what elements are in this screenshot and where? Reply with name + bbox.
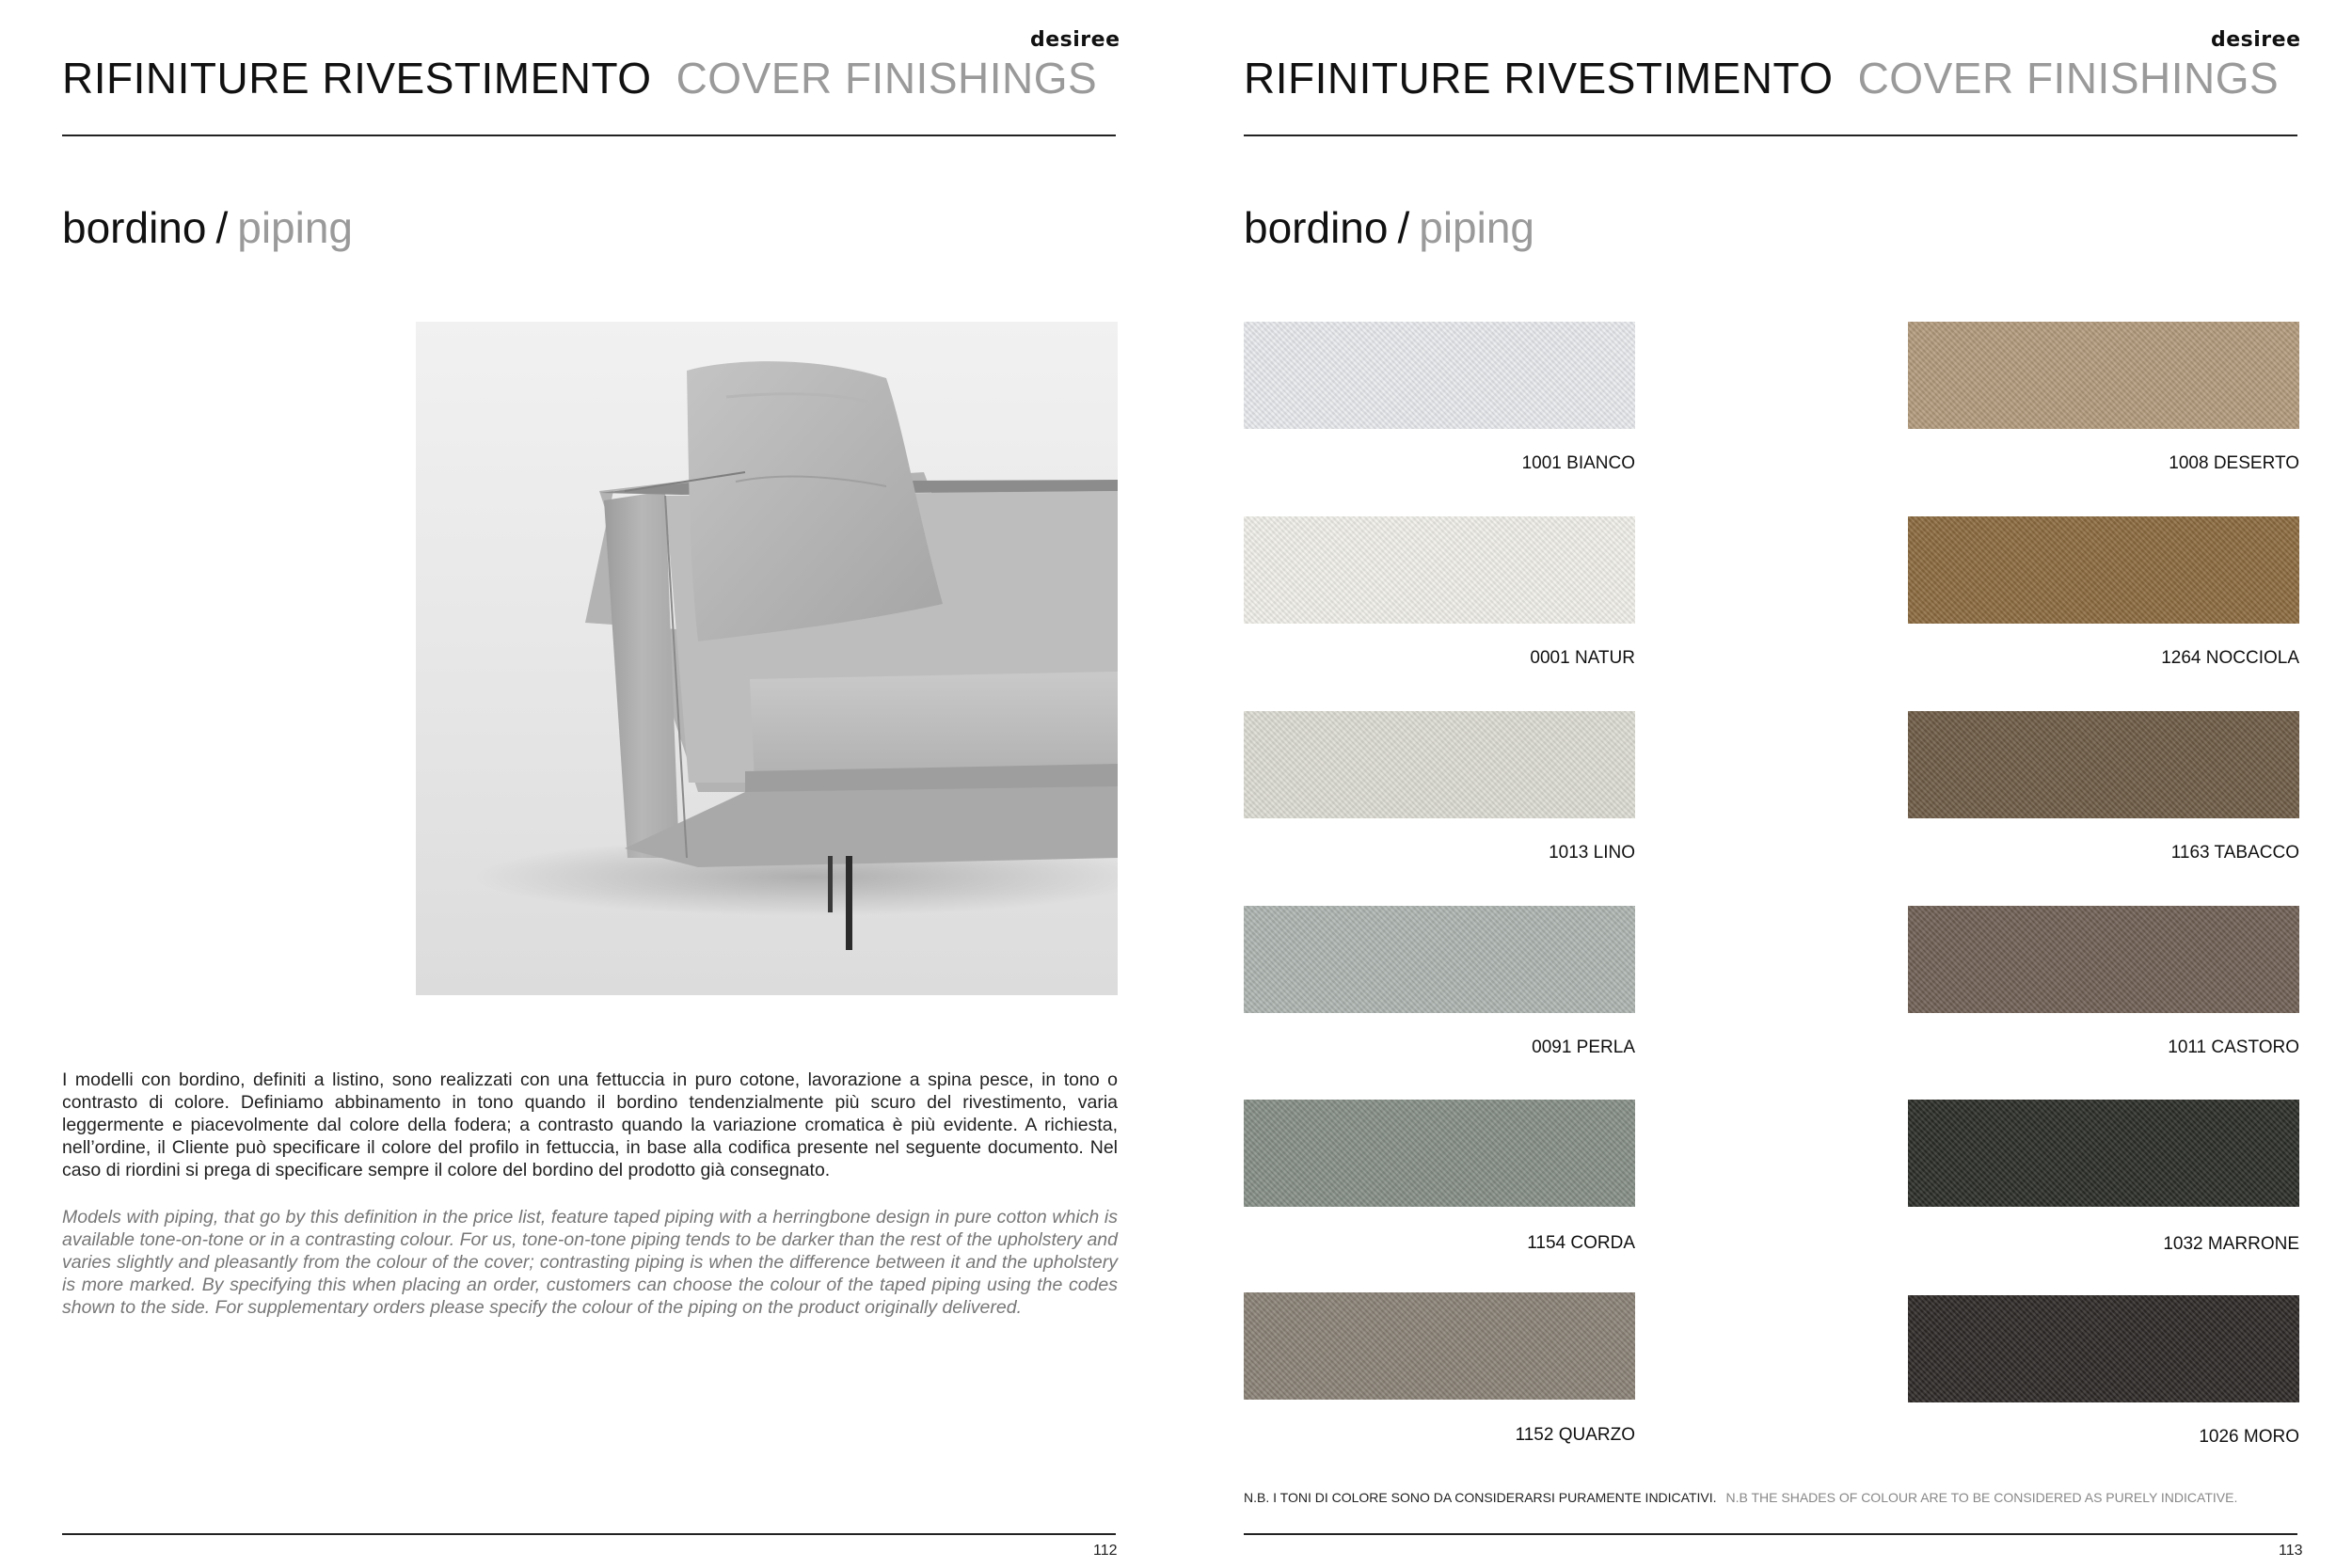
swatch-label: 1026 MORO: [2199, 1427, 2299, 1447]
brand-logo: desiree: [2211, 28, 2301, 52]
header-divider: [1244, 135, 2297, 136]
section-title-it: bordino: [1244, 203, 1389, 252]
swatch-label: 0001 NATUR: [1530, 648, 1635, 668]
swatch-1026-moro: [1908, 1295, 2299, 1402]
swatch-label: 1013 LINO: [1549, 843, 1635, 863]
footer-divider: [1244, 1533, 2297, 1535]
swatch-1013-lino: [1244, 711, 1635, 818]
section-title-en: piping: [237, 203, 354, 252]
swatch-1032-marrone: [1908, 1100, 2299, 1207]
swatch-label: 1264 NOCCIOLA: [2161, 648, 2299, 668]
swatch-1008-deserto: [1908, 322, 2299, 429]
description-english: Models with piping, that go by this definition in the price list, feature taped piping with a herringbone design in pure cotton which is available tone-on-tone or in a contrasting colour. For us, tone-on-tone piping tends to be darker than the rest of the upholstery and varies slightly and pleasantly from the colour of the cover; contrasting piping is when the difference between it and the upholstery is more marked. By specifying this when placing an order, customers can choose the colour of the taped piping using the codes shown to the side. For supplementary orders please specify the colour of the piping on the product originally delivered.: [62, 1207, 1118, 1318]
color-disclaimer-en: N.B THE SHADES OF COLOUR ARE TO BE CONSIDERED AS PURELY INDICATIVE.: [1725, 1490, 2238, 1505]
brand-logo: desiree: [1030, 28, 1120, 52]
swatch-1001-bianco: [1244, 322, 1635, 429]
swatch-1264-nocciola: [1908, 516, 2299, 624]
section-title-en: piping: [1419, 203, 1535, 252]
swatch-1163-tabacco: [1908, 711, 2299, 818]
swatch-1011-castoro: [1908, 906, 2299, 1013]
swatch-label: 1154 CORDA: [1527, 1233, 1635, 1253]
swatch-1154-corda: [1244, 1100, 1635, 1207]
swatch-label: 1011 CASTORO: [2168, 1037, 2299, 1057]
right-page: [1176, 0, 2352, 1568]
swatch-label: 1032 MARRONE: [2163, 1234, 2299, 1254]
section-title-separator: /: [1397, 203, 1410, 252]
swatch-label: 1152 QUARZO: [1515, 1425, 1635, 1445]
page-header-title: [62, 53, 1097, 103]
footer-divider: [62, 1533, 1116, 1535]
section-title-separator: /: [215, 203, 229, 252]
section-title-it: bordino: [62, 203, 207, 252]
page-number: 112: [1093, 1543, 1118, 1559]
swatch-label: 1008 DESERTO: [2169, 453, 2299, 473]
header-title-it: RIFINITURE RIVESTIMENTO: [62, 54, 652, 103]
description-italian: I modelli con bordino, definiti a listino, sono realizzati con una fettuccia in puro cotone, lavorazione a spina pesce, in tono o contrasto di colore. Definiamo abbinamento in tono quando il bordino tendenzialmente più scuro del rivestimento, varia leggermente e piacevolmente dal colore della fodera; a contrasto quando la variazione cromatica è più evidente. A richiesta, nell’ordine, il Cliente può specificare il colore del profilo in fettuccia, in base alla codifica presente nel seguente documento. Nel caso di riordini si prega di specificare sempre il colore del bordino del prodotto già consegnato.: [62, 1069, 1118, 1180]
swatch-0001-natur: [1244, 516, 1635, 624]
swatch-label: 0091 PERLA: [1532, 1037, 1635, 1057]
section-title: [62, 202, 353, 253]
swatch-1152-quarzo: [1244, 1292, 1635, 1400]
color-disclaimer: [1244, 1490, 2237, 1505]
page-number: 113: [2279, 1543, 2303, 1559]
header-title-it: RIFINITURE RIVESTIMENTO: [1244, 54, 1834, 103]
swatch-0091-perla: [1244, 906, 1635, 1013]
sofa-photo: [416, 322, 1118, 995]
section-title: [1244, 202, 1534, 253]
header-divider: [62, 135, 1116, 136]
header-title-en: COVER FINISHINGS: [675, 54, 1098, 103]
color-disclaimer-it: N.B. I TONI DI COLORE SONO DA CONSIDERARSI PURAMENTE INDICATIVI.: [1244, 1490, 1717, 1505]
header-title-en: COVER FINISHINGS: [1857, 54, 2280, 103]
swatch-label: 1163 TABACCO: [2170, 843, 2299, 863]
page-header-title: [1244, 53, 2279, 103]
swatch-label: 1001 BIANCO: [1521, 453, 1635, 473]
